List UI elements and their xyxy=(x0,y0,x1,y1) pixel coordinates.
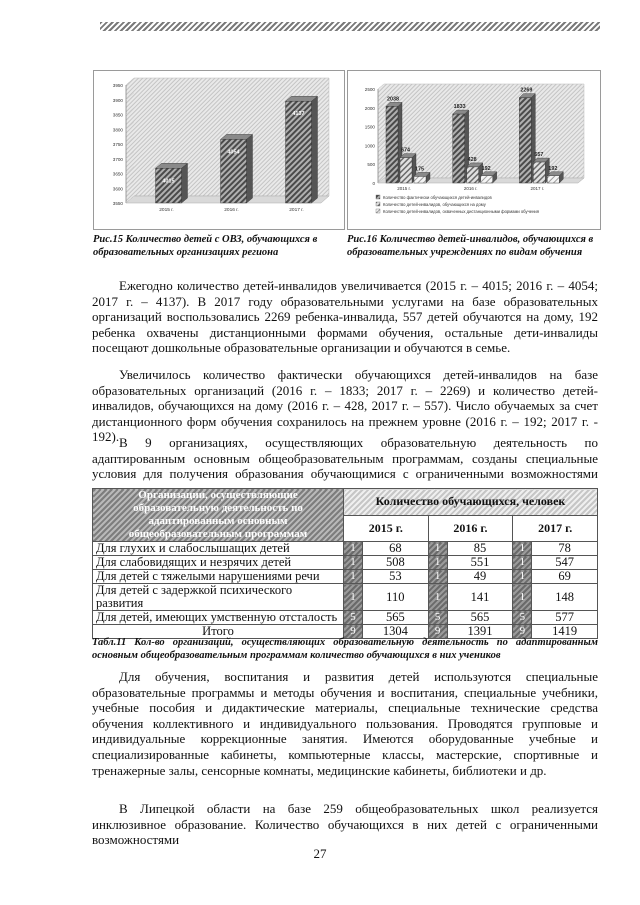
y-tick-label: 3550 xyxy=(112,201,123,206)
table-cell-students: 565 xyxy=(447,611,513,625)
table-cell-org-count: 1 xyxy=(513,556,532,570)
table-year-2015: 2015 г. xyxy=(344,515,429,542)
table-row xyxy=(93,570,598,584)
paragraph-2: Увеличилось количество фактически обучающихся детей-инвалидов на базе образовательных организаций (2016 г. – 1833; 2017 г. – 2269) и количество детей-инвалидов, обучающихся на дому (2016 г. – 428, 2017 г. – 557). Число обучаемых за счет дистанционного форм обучения сохранилось на прежнем уровне (2016 г. – 192; 2017 г. - 192). xyxy=(92,367,598,445)
table-cell-org-count: 1 xyxy=(344,556,363,570)
y-tick-label: 3800 xyxy=(112,127,123,133)
header-decorative-band xyxy=(100,22,600,31)
table-year-2017: 2017 г. xyxy=(513,515,598,542)
table-cell-students: 1304 xyxy=(363,625,429,639)
bar-value-label: 557 xyxy=(534,152,544,159)
legend-swatch xyxy=(376,195,380,199)
bar-value-label: 192 xyxy=(548,165,558,172)
bar-series-1 xyxy=(386,102,402,183)
bar-value-label: 428 xyxy=(467,156,477,163)
table-year-2016: 2016 г. xyxy=(428,515,513,542)
paragraph-4: Для обучения, воспитания и развития детей используются специальные образовательные программы и методы обучения и воспитания, специальные учебники, учебные пособия и дидактические материалы, специальные технические средства обучения коллективного и индивидуального пользования. Проводятся групповые и индивидуальные коррекционные занятия. Имеются оборудованные учебные и специализированные кабинеты, компьютерные классы, мастерские, спортивные и тренажерные залы, сенсорные комнаты, медицинские кабинеты, библиотеки и др. xyxy=(92,669,598,778)
y-tick-label: 3700 xyxy=(112,156,123,162)
table-cell-students: 49 xyxy=(447,570,513,584)
table-header-row xyxy=(93,489,598,516)
table-cell-students: 1419 xyxy=(532,625,598,639)
legend-label: Количество детей-инвалидов, охваченных дистанционными формами обучения xyxy=(383,209,539,214)
table-cell-org-count: 1 xyxy=(513,542,532,556)
table-cell-students: 110 xyxy=(363,584,429,611)
bar-value-label: 4054 xyxy=(227,149,240,156)
table-cell-org-count: 1 xyxy=(344,542,363,556)
legend-label: Количество детей-инвалидов, обучающихся на дому xyxy=(383,202,486,207)
bar-series-2 xyxy=(467,163,483,183)
y-tick-label: 2500 xyxy=(364,87,375,92)
bar-series-2 xyxy=(400,154,416,183)
page-number: 27 xyxy=(313,846,327,861)
bar-value-label: 175 xyxy=(415,166,424,173)
table-cell-students: 577 xyxy=(532,611,598,625)
x-tick-label: 2016 г. xyxy=(224,208,239,213)
table-header-organizations: Организации, осуществляющие образовательную деятельность по адаптированным основным общеобразовательным программам xyxy=(93,489,344,542)
legend-swatch xyxy=(376,202,380,206)
table-cell-org-count: 1 xyxy=(428,584,447,611)
bar-2 xyxy=(221,134,253,203)
y-tick-label: 3750 xyxy=(112,142,123,147)
table-cell-organization: Итого xyxy=(93,625,344,639)
legend-swatch xyxy=(376,209,380,213)
table-cell-org-count: 9 xyxy=(344,625,363,639)
table-cell-students: 547 xyxy=(532,556,598,570)
table-cell-org-count: 1 xyxy=(344,570,363,584)
y-tick-label: 1000 xyxy=(364,143,375,149)
y-tick-label: 1500 xyxy=(364,124,375,130)
y-tick-label: 500 xyxy=(367,162,375,168)
table-cell-students: 148 xyxy=(532,584,598,611)
figure-15-caption: Рис.15 Количество детей с ОВЗ, обучающихся в образовательных организациях региона xyxy=(93,234,318,258)
table-cell-org-count: 1 xyxy=(428,556,447,570)
x-tick-label: 2017 г. xyxy=(530,186,545,191)
table-row xyxy=(93,584,598,611)
bar-series-1 xyxy=(519,94,535,183)
y-tick-label: 3900 xyxy=(112,97,123,103)
table-cell-students: 69 xyxy=(532,570,598,584)
chart-children-ovz-svg xyxy=(94,71,344,229)
table-cell-org-count: 5 xyxy=(428,611,447,625)
bar-series-3 xyxy=(547,172,563,183)
table-header-students-count: Количество обучающихся, человек xyxy=(344,489,598,516)
table-row xyxy=(93,611,598,625)
table-cell-students: 53 xyxy=(363,570,429,584)
bar-series-2 xyxy=(533,158,549,183)
paragraph-5: В Липецкой области на базе 259 общеобразовательных школ реализуется инклюзивное образование. Количество обучающихся в них детей с ограниченными возможностями xyxy=(92,801,598,848)
y-tick-label: 0 xyxy=(372,181,375,186)
table-row xyxy=(93,542,598,556)
table-cell-org-count: 5 xyxy=(513,611,532,625)
bar-series-3 xyxy=(414,172,430,183)
table-cell-students: 68 xyxy=(363,542,429,556)
bar-series-1 xyxy=(453,110,469,183)
paragraph-3: В 9 организациях, осуществляющих образовательную деятельность по адаптированным основным общеобразовательным программам, созданы специальные условия для получения образования обучающимися с ограниченными возможностями xyxy=(92,435,598,482)
bar-value-label: 2269 xyxy=(520,87,533,94)
table-cell-org-count: 5 xyxy=(344,611,363,625)
table-cell-org-count: 1 xyxy=(513,570,532,584)
paragraph-1: Ежегодно количество детей-инвалидов увеличивается (2015 г. – 4015; 2016 г. – 4054; 2017 г. – 4137). В 2017 году образовательными услугами на базе образовательных организаций воспользовались 2269 ребенка-инвалида, 557 детей обучаются на дому, 192 ребенка охвачены дистанционными формами обучения, остальные дети-инвалиды посещают дошкольные образовательные организации и обучаются в семье. xyxy=(92,278,598,356)
bar-value-label: 4015 xyxy=(162,178,175,185)
organizations-table xyxy=(92,488,598,639)
table-cell-organization: Для детей с тяжелыми нарушениями речи xyxy=(93,570,344,584)
table-cell-organization: Для детей, имеющих умственную отсталость xyxy=(93,611,344,625)
y-tick-label: 2000 xyxy=(364,105,375,111)
x-tick-label: 2015 г. xyxy=(159,208,174,213)
table-cell-org-count: 9 xyxy=(428,625,447,639)
y-tick-label: 3650 xyxy=(112,171,123,177)
table-cell-students: 565 xyxy=(363,611,429,625)
y-tick-label: 3600 xyxy=(112,186,123,192)
table-cell-org-count: 1 xyxy=(428,570,447,584)
chart-disabled-children-svg xyxy=(348,71,600,229)
table-11-caption: Табл.11 Кол-во организаций, осуществляющих образовательную деятельность по адаптированным основным общеобразовательным программам количество обучающихся в них учеников xyxy=(92,637,598,661)
figure-16-caption: Рис.16 Количество детей-инвалидов, обучающихся в образовательных учреждениях по видам обучения xyxy=(347,234,594,258)
table-cell-org-count: 9 xyxy=(513,625,532,639)
table-cell-students: 85 xyxy=(447,542,513,556)
table-cell-students: 141 xyxy=(447,584,513,611)
table-cell-students: 78 xyxy=(532,542,598,556)
table-cell-students: 508 xyxy=(363,556,429,570)
table-cell-students: 1391 xyxy=(447,625,513,639)
bar-value-label: 4137 xyxy=(292,111,305,118)
table-cell-org-count: 1 xyxy=(344,584,363,611)
chart-children-ovz xyxy=(93,70,345,230)
y-tick-label: 3850 xyxy=(112,112,123,118)
chart-disabled-children-by-type xyxy=(347,70,601,230)
bar-series-3 xyxy=(481,172,497,183)
x-tick-label: 2016 г. xyxy=(463,186,478,191)
table-cell-organization: Для детей с задержкой психического развития xyxy=(93,584,344,611)
bar-value-label: 674 xyxy=(401,147,410,154)
x-tick-label: 2017 г. xyxy=(289,208,304,213)
bar-value-label: 2038 xyxy=(387,96,399,103)
y-tick-label: 3950 xyxy=(112,83,123,88)
legend-label: Количество фактически обучающихся детей-инвалидов xyxy=(383,195,492,200)
table-cell-students: 551 xyxy=(447,556,513,570)
table-cell-org-count: 1 xyxy=(513,584,532,611)
bar-value-label: 1833 xyxy=(453,104,466,111)
x-tick-label: 2015 г. xyxy=(397,186,411,191)
table-row xyxy=(93,556,598,570)
table-cell-org-count: 1 xyxy=(428,542,447,556)
bar-value-label: 192 xyxy=(481,165,491,172)
table-cell-organization: Для глухих и слабослышащих детей xyxy=(93,542,344,556)
table-cell-organization: Для слабовидящих и незрячих детей xyxy=(93,556,344,570)
